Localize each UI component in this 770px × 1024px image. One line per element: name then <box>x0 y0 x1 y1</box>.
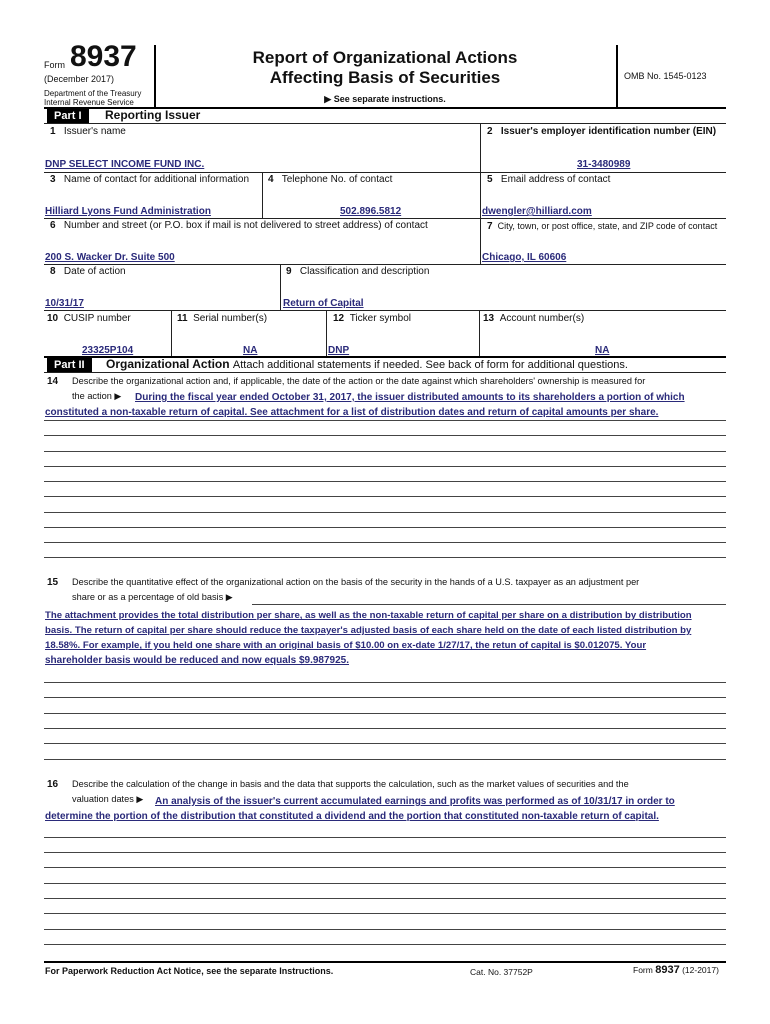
account-value[interactable]: NA <box>595 345 610 356</box>
q16-number: 16 <box>47 779 59 790</box>
catalog-number: Cat. No. 37752P <box>470 967 533 977</box>
footer-form-id: Form 8937 (12-2017) <box>633 964 719 976</box>
form-number: 8937 <box>70 40 137 73</box>
omb-number: OMB No. 1545-0123 <box>624 71 707 81</box>
part2-title-rule <box>44 372 726 373</box>
ein-value[interactable]: 31-3480989 <box>577 159 631 170</box>
field10-label: 10 CUSIP number <box>47 313 131 324</box>
email-value[interactable]: dwengler@hilliard.com <box>482 206 592 217</box>
part1-title: Reporting Issuer <box>105 108 201 122</box>
classification-value[interactable]: Return of Capital <box>283 298 364 309</box>
q16-answer-line1[interactable]: An analysis of the issuer's current accumulated earnings and profits was performed as of 10/31/17 in order to <box>155 796 675 807</box>
row2-rule <box>44 218 726 219</box>
q16-answer-line2[interactable]: determine the portion of the distribution that constituted a dividend and the portion that constituted non-taxable return of capital. <box>45 811 659 822</box>
street-value[interactable]: 200 S. Wacker Dr. Suite 500 <box>45 252 175 263</box>
field1-label: 1 Issuer's name <box>50 126 126 137</box>
q14-answer-line2[interactable]: constituted a non-taxable return of capital. See attachment for a list of distribution dates and return of capital amounts per share. <box>45 407 659 418</box>
q16-question-line1: Describe the calculation of the change in basis and the data that supports the calculation, such as the market values of securities and the <box>72 779 629 789</box>
field5-label: 5 Email address of contact <box>487 174 611 185</box>
row1-divider <box>480 124 481 172</box>
q15-inline-rule <box>252 604 726 605</box>
row4-divider <box>280 264 281 310</box>
field8-label: 8 Date of action <box>50 266 126 277</box>
cusip-value[interactable]: 23325P104 <box>82 345 134 356</box>
q15-number: 15 <box>47 577 59 588</box>
row2-divider-b <box>480 172 481 218</box>
q15-answer-line1[interactable]: The attachment provides the total distribution per share, as well as the non-taxable return of capital per share on a distribution by distribution <box>45 610 692 621</box>
irs-label: Internal Revenue Service <box>44 98 134 107</box>
q15-question-line1: Describe the quantitative effect of the organizational action on the basis of the security in the hands of a U.S. taxpayer as an adjustment per <box>72 577 640 587</box>
q15-question-line2: share or as a percentage of old basis ▶ <box>72 592 233 602</box>
q14-question-line2: the action ▶ <box>72 391 122 401</box>
field7-label: 7 City, town, or post office, state, and ZIP code of contact <box>487 221 718 232</box>
footer-rule <box>44 961 726 963</box>
serial-value[interactable]: NA <box>243 345 258 356</box>
q15-answer-line4[interactable]: shareholder basis would be reduced and now equals $9.987925. <box>45 655 349 666</box>
q15-answer-line2[interactable]: basis. The return of capital per share should reduce the taxpayer's adjusted basis of each share held on the date of each listed distribution by <box>45 625 692 636</box>
field3-label: 3 Name of contact for additional information <box>50 174 250 185</box>
part1-title-rule <box>44 123 726 124</box>
q14-answer-line1[interactable]: During the fiscal year ended October 31, 2017, the issuer distributed amounts to its shareholders a portion of which <box>135 392 685 403</box>
form-title-line2: Affecting Basis of Securities <box>269 68 501 87</box>
field12-label: 12 Ticker symbol <box>333 313 411 324</box>
field6-label: 6 Number and street (or P.O. box if mail is not delivered to street address) of contact <box>50 220 428 231</box>
row1-rule <box>44 172 726 173</box>
row5-divider-b <box>326 310 327 356</box>
field2-label: 2 Issuer's employer identification number (EIN) <box>487 126 717 137</box>
ticker-value[interactable]: DNP <box>328 345 350 356</box>
form-word: Form <box>44 60 65 70</box>
header-divider-right <box>616 45 618 107</box>
q14-question-line1: Describe the organizational action and, if applicable, the date of the action or the date against which shareholders' ownership is measured for <box>72 376 646 386</box>
form-title-line1: Report of Organizational Actions <box>252 48 518 67</box>
issuer-name-value[interactable]: DNP SELECT INCOME FUND INC. <box>45 159 205 170</box>
row4-rule <box>44 310 726 311</box>
telephone-value[interactable]: 502.896.5812 <box>340 206 402 217</box>
field13-label: 13 Account number(s) <box>483 313 585 324</box>
date-of-action-value[interactable]: 10/31/17 <box>45 298 84 309</box>
row3-divider <box>480 218 481 264</box>
part1-badge: Part I <box>47 109 89 123</box>
see-instructions: ▶ See separate instructions. <box>324 94 446 104</box>
q15-answer-line3[interactable]: 18.58%. For example, if you held one share with an original basis of $10.00 on ex-date 1/27/17, the retun of capital is $0.012075. Your <box>45 640 647 651</box>
row2-divider-a <box>262 172 263 218</box>
row3-rule <box>44 264 726 265</box>
paperwork-notice: For Paperwork Reduction Act Notice, see the separate Instructions. <box>45 966 334 976</box>
contact-name-value[interactable]: Hilliard Lyons Fund Administration <box>45 206 211 217</box>
part2-badge: Part II <box>47 358 92 372</box>
row5-divider-c <box>479 310 480 356</box>
q14-number: 14 <box>47 376 59 387</box>
q16-question-line2: valuation dates ▶ <box>72 794 144 804</box>
row5-divider-a <box>171 310 172 356</box>
part2-heading: Organizational Action Attach additional statements if needed. See back of form for additional questions. <box>106 357 628 371</box>
department-label: Department of the Treasury <box>44 89 142 98</box>
field11-label: 11 Serial number(s) <box>177 313 268 324</box>
field9-label: 9 Classification and description <box>286 266 430 277</box>
field4-label: 4 Telephone No. of contact <box>268 174 393 185</box>
city-value[interactable]: Chicago, IL 60606 <box>482 252 567 263</box>
form-revision: (December 2017) <box>44 74 115 84</box>
